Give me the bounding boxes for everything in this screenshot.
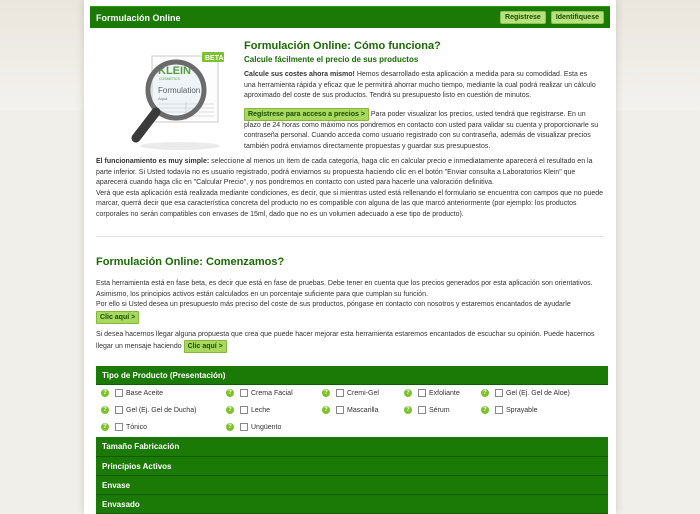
help-icon[interactable]: ?: [322, 389, 330, 397]
option-mascarilla[interactable]: [322, 406, 379, 414]
checkbox[interactable]: [240, 389, 248, 397]
section-envasado[interactable]: [96, 495, 608, 514]
how-paragraph-2: Verá que esta aplicación está realizada mediante condiciones, es decir, que si mientras usted está rellenando el formulario se encuentra con campos que no puede marcar, querrá decir que esa característica concreta del producto no es compatible con alguna de las que marcó anteriormente (por ejemplo: los productos corporales no serán compatibles con envases de 15ml, dado que no es un volumen adecuado a ese tipo de producto).: [96, 189, 604, 218]
divider: [96, 236, 604, 237]
option-label: Gel (Ej. Gel de Ducha): [126, 406, 197, 414]
option-label: Base Aceite: [126, 389, 163, 397]
help-icon[interactable]: ?: [226, 423, 234, 431]
checkbox[interactable]: [115, 389, 123, 397]
option-cremi-gel[interactable]: [322, 389, 379, 397]
intro-title: Formulación Online: Cómo funciona?: [244, 40, 441, 52]
start-section: [96, 256, 604, 353]
option-serum[interactable]: [404, 406, 450, 414]
checkbox[interactable]: [495, 389, 503, 397]
magnifier-handle-icon: [136, 112, 156, 138]
how-paragraph-1: [96, 157, 604, 189]
option-label: Cremi-Gel: [347, 389, 379, 397]
top-nav-bar: [90, 6, 610, 28]
intro-text-1: Hemos desarrollado esta aplicación a medida para su comodidad. Esta es una herramienta rápida y eficaz que le permitirá ahorrar mucho tiempo, mediante la cual podrá realizar un cálculo aproximado del coste de sus productos. Tendrá su presupuesto listo en cuestión de minutos.: [244, 71, 596, 99]
option-exfoliante[interactable]: [404, 389, 460, 397]
intro-subtitle: Calcule fácilmente el precio de sus productos: [244, 55, 419, 64]
help-icon[interactable]: ?: [226, 406, 234, 414]
option-leche[interactable]: [226, 406, 270, 414]
option-label: Sérum: [429, 406, 450, 414]
contact-clic-link[interactable]: Clic aquí >: [96, 311, 139, 324]
option-label: Exfoliante: [429, 389, 460, 397]
option-label: Gel (Ej. Gel de Aloe): [506, 389, 570, 397]
checkbox[interactable]: [115, 406, 123, 414]
section-tipo-label: Tipo de Producto (Presentación): [102, 370, 226, 380]
section-tamano-fabricacion[interactable]: [96, 437, 608, 457]
intro-text-2: Para poder visualizar los precios, usted tendrá que registrarse. En un plazo de 24 horas como máximo nos pondremos en contacto con usted para validar su cuenta y proporcionarle su contraseña personal. Cuando acceda como usuario registrado con su contraseña, además de visualizar precios también podrá enviarnos directamente propuestas y guardar sus presupuestos.: [244, 110, 599, 150]
option-gel-aloe[interactable]: [481, 389, 570, 397]
intro-paragraph-1: [244, 70, 599, 102]
checkbox[interactable]: [336, 389, 344, 397]
section-envase[interactable]: [96, 476, 608, 495]
help-icon[interactable]: ?: [481, 389, 489, 397]
section-envasado-label: Envasado: [102, 499, 140, 509]
start-title: Formulación Online: Comenzamos?: [96, 256, 285, 268]
option-label: Tónico: [126, 423, 148, 431]
start-paragraph-2: [96, 300, 604, 324]
section-tipo-producto[interactable]: [96, 366, 608, 385]
feedback-clic-link[interactable]: Clic aquí >: [184, 340, 227, 353]
register-prices-link[interactable]: Regístrese para acceso a precios >: [244, 108, 369, 121]
brand-title: Formulación Online: [96, 12, 181, 23]
option-gel-ducha[interactable]: [101, 406, 196, 414]
option-base-aceite[interactable]: [101, 389, 163, 397]
how-lead: El funcionamiento es muy simple:: [96, 158, 210, 165]
help-icon[interactable]: ?: [481, 406, 489, 414]
help-icon[interactable]: ?: [322, 406, 330, 414]
checkbox[interactable]: [240, 406, 248, 414]
option-label: Sprayable: [506, 406, 538, 414]
section-principios-label: Principios Activos: [102, 461, 172, 471]
help-icon[interactable]: ?: [226, 389, 234, 397]
hero-illustration: [110, 34, 250, 154]
help-icon[interactable]: ?: [101, 406, 109, 414]
help-icon[interactable]: ?: [101, 389, 109, 397]
how-text-1: seleccione al menos un ítem de cada categoría, haga clic en calcular precio e inmediatamente aparecerá el resultado en la parte inferior. Si Usted todavía no es usuario registrado, podrá enviarnos su propuesta haciendo clic en el botón "Enviar consulta a Laboratorios Klein" que aparecerá cuando haga clic en "Calcular Precio", y nos pondremos en contacto con usted para hacerle una valoración definitiva.: [96, 158, 593, 186]
checkbox[interactable]: [240, 423, 248, 431]
start-text-2: Por ello si Usted desea un presupuesto más preciso del coste de sus productos, póngase en contacto con nosotros y estaremos encantados de ayudarle: [96, 301, 571, 308]
section-principios-activos[interactable]: [96, 457, 608, 476]
start-text-3: Si desea hacernos llegar alguna propuesta que crea que puede hacer mejorar esta herramienta estaremos encantados de escuchar su opinión. Puede hacernos llegar un mensaje haciendo: [96, 330, 595, 350]
page-container: [84, 0, 616, 514]
beta-badge-text: BETA: [205, 55, 224, 62]
checkbox[interactable]: [418, 406, 426, 414]
section-envase-label: Envase: [102, 480, 131, 490]
section-tamano-label: Tamaño Fabricación: [102, 442, 180, 451]
option-label: Crema Facial: [251, 389, 293, 397]
option-sprayable[interactable]: [481, 406, 538, 414]
option-label: Leche: [251, 406, 271, 414]
option-crema-facial[interactable]: [226, 389, 293, 397]
register-button[interactable]: Registrese: [500, 11, 546, 24]
help-icon[interactable]: ?: [404, 406, 412, 414]
start-paragraph-3: [96, 330, 604, 354]
product-type-options: [96, 385, 608, 437]
option-label: Mascarilla: [347, 406, 379, 414]
intro-paragraph-2: [244, 108, 599, 153]
intro-lead: Calcule sus costes ahora mismo!: [244, 71, 355, 78]
start-paragraph-1: Esta herramienta está en fase beta, es decir que está en fase de pruebas. Debe tener en cuenta que los precios generados por esta aplicación son orientativos. Asimismo, los principios activos están calculados en un porcentaje suficiente para que cumplan su función.: [96, 280, 593, 298]
option-tonico[interactable]: [101, 423, 147, 431]
how-it-works: [96, 157, 604, 220]
checkbox[interactable]: [418, 389, 426, 397]
help-icon[interactable]: ?: [101, 423, 109, 431]
checkbox[interactable]: [336, 406, 344, 414]
option-label: Ungüento: [251, 423, 282, 431]
checkbox[interactable]: [495, 406, 503, 414]
help-icon[interactable]: ?: [404, 389, 412, 397]
intro-section: [244, 40, 599, 152]
option-unguento[interactable]: [226, 423, 281, 431]
login-button[interactable]: Identifiquese: [551, 11, 604, 24]
checkbox[interactable]: [115, 423, 123, 431]
shadow: [140, 142, 220, 150]
